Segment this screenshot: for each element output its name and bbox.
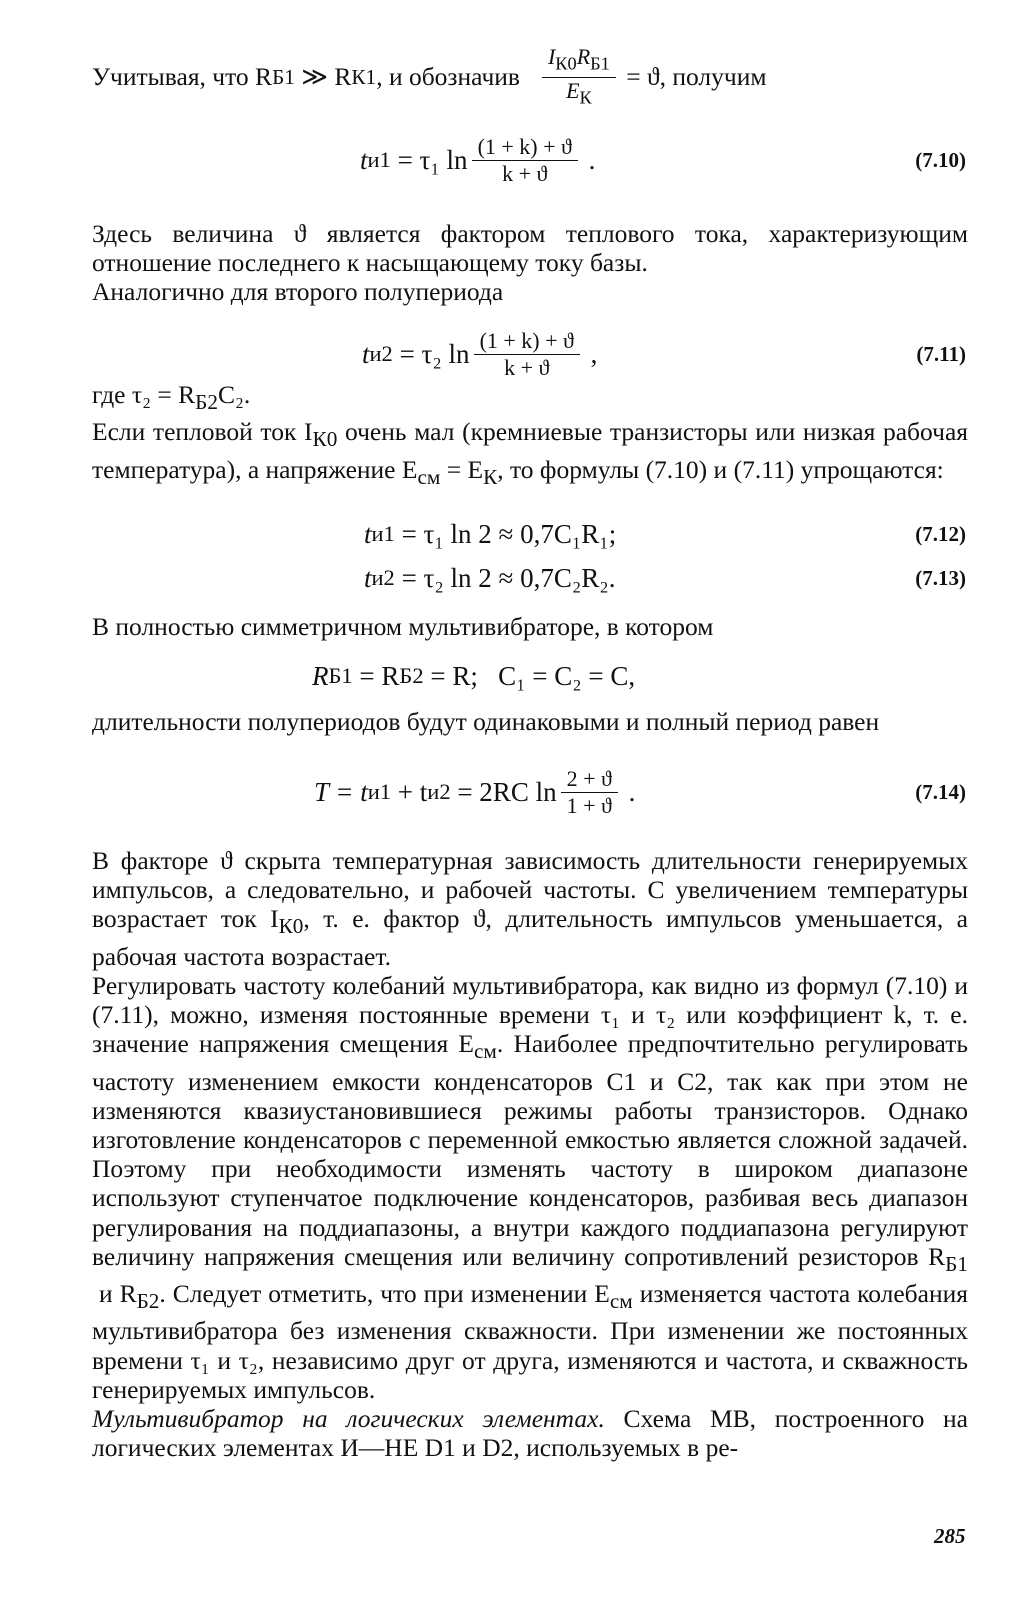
equation-7-14: T = t и1 + t и2 = 2RC ln $\frac{2 + ϑ}{1 + ϑ}$ . (7.14)	[0, 764, 1032, 820]
paragraph-3: где $\tau_2 = R_{Б2}C_2$. Если тепловой ток $I_{К0}$ очень мал (кремниевые транзисторы или низкая рабочая температура), а напряжение $E_{см} = E_К$, то формулы (7.10) и (7.11) упрощаются:	[92, 380, 968, 489]
equation-symmetric: R Б1 = R Б2 = R; C₁ = C₂ = C,	[312, 660, 636, 691]
equation-7-12: t и1 = τ₁ ln 2 ≈ 0,7C₁R₁; (7.12)	[0, 506, 1032, 562]
equation-7-11: t и2 = τ₂ ln $\frac{(1 + k) + ϑ}{k + ϑ}$ , (7.11)	[0, 326, 1032, 382]
page-number: 285	[934, 1524, 966, 1548]
equation-number: (7.12)	[915, 522, 966, 546]
paragraph-4: В полностью симметричном мультивибраторе, в котором	[92, 612, 714, 641]
equation-number: (7.11)	[916, 342, 966, 366]
equation-7-10: t и1 = τ₁ ln $\frac{(1 + k) + ϑ}{k + ϑ}$ . (7.10)	[0, 132, 1032, 188]
intro-sub2: К1	[351, 64, 377, 89]
intro-sub1: Б1	[272, 64, 295, 89]
intro-prefix: Учитывая, что R	[92, 62, 273, 91]
equation-number: (7.13)	[915, 566, 966, 590]
equation-7-13: t и2 = τ₂ ln 2 ≈ 0,7C₂R₂. (7.13)	[0, 550, 1032, 606]
paragraph-1: Здесь величина ϑ является фактором теплового тока, характеризующим отношение последнего к насыщающему току базы. Аналогично для второго полупериода	[92, 219, 968, 307]
italic-heading: Мультивибратор на логических элементах.	[92, 1404, 605, 1434]
paragraph-6: В факторе ϑ скрыта температурная зависимость длительности генерируемых импульсов, а следовательно, и рабочей частоты. С увеличением температуры возрастает ток $I_{К0}$, т. е. фактор ϑ, длительность импульсов уменьшается, а рабочая частота возрастает. Регулировать частоту колебаний мультивибратора, как видно из формул (7.10) и (7.11), можно, изменяя постоянные времени τ₁ и τ₂ или коэффициент k, т. е. значение напряжения смещения $E_{см}$. Наиболее предпочтительно регулировать частоту изменением емкости конденсаторов C1 и C2, так как при этом не изменяются квазиустановившиеся режимы работы транзисторов. Однако изготовление конденсаторов с переменной емкостью является сложной задачей. Поэтому при необходимости изменять частоту в широком диапазоне используют ступенчатое подключение конденсаторов, разбивая весь диапазон регулирования на поддиапазоны, а внутри каждого поддиапазона регулируют величину напряжения смещения или величину сопротивлений резисторов $R_{Б1}$ и $R_{Б2}$. Следует отметить, что при изменении $E_{см}$ изменяется частота колебания мультивибратора без изменения скважности. При изменении же постоянных времени τ₁ и τ₂, независимо друг от друга, изменяются и частота, и скважность генерируемых импульсов. Мультивибратор на логических элементах. Схема МВ, построенного на логических элементах И—НЕ D1 и D2, используемых в ре-	[92, 846, 969, 1463]
intro-mid1: ≫ R	[294, 62, 352, 91]
intro-line	[92, 44, 968, 107]
intro-mid2: , и обозначив	[376, 62, 520, 91]
intro-fraction: $\frac{I_{К0}R_{Б1}}{E_К}$	[542, 45, 616, 109]
intro-suffix: = ϑ, получим	[619, 62, 767, 91]
equation-number: (7.10)	[915, 148, 966, 172]
paragraph-5: длительности полупериодов будут одинаковыми и полный период равен	[92, 707, 880, 736]
equation-number: (7.14)	[915, 780, 966, 804]
